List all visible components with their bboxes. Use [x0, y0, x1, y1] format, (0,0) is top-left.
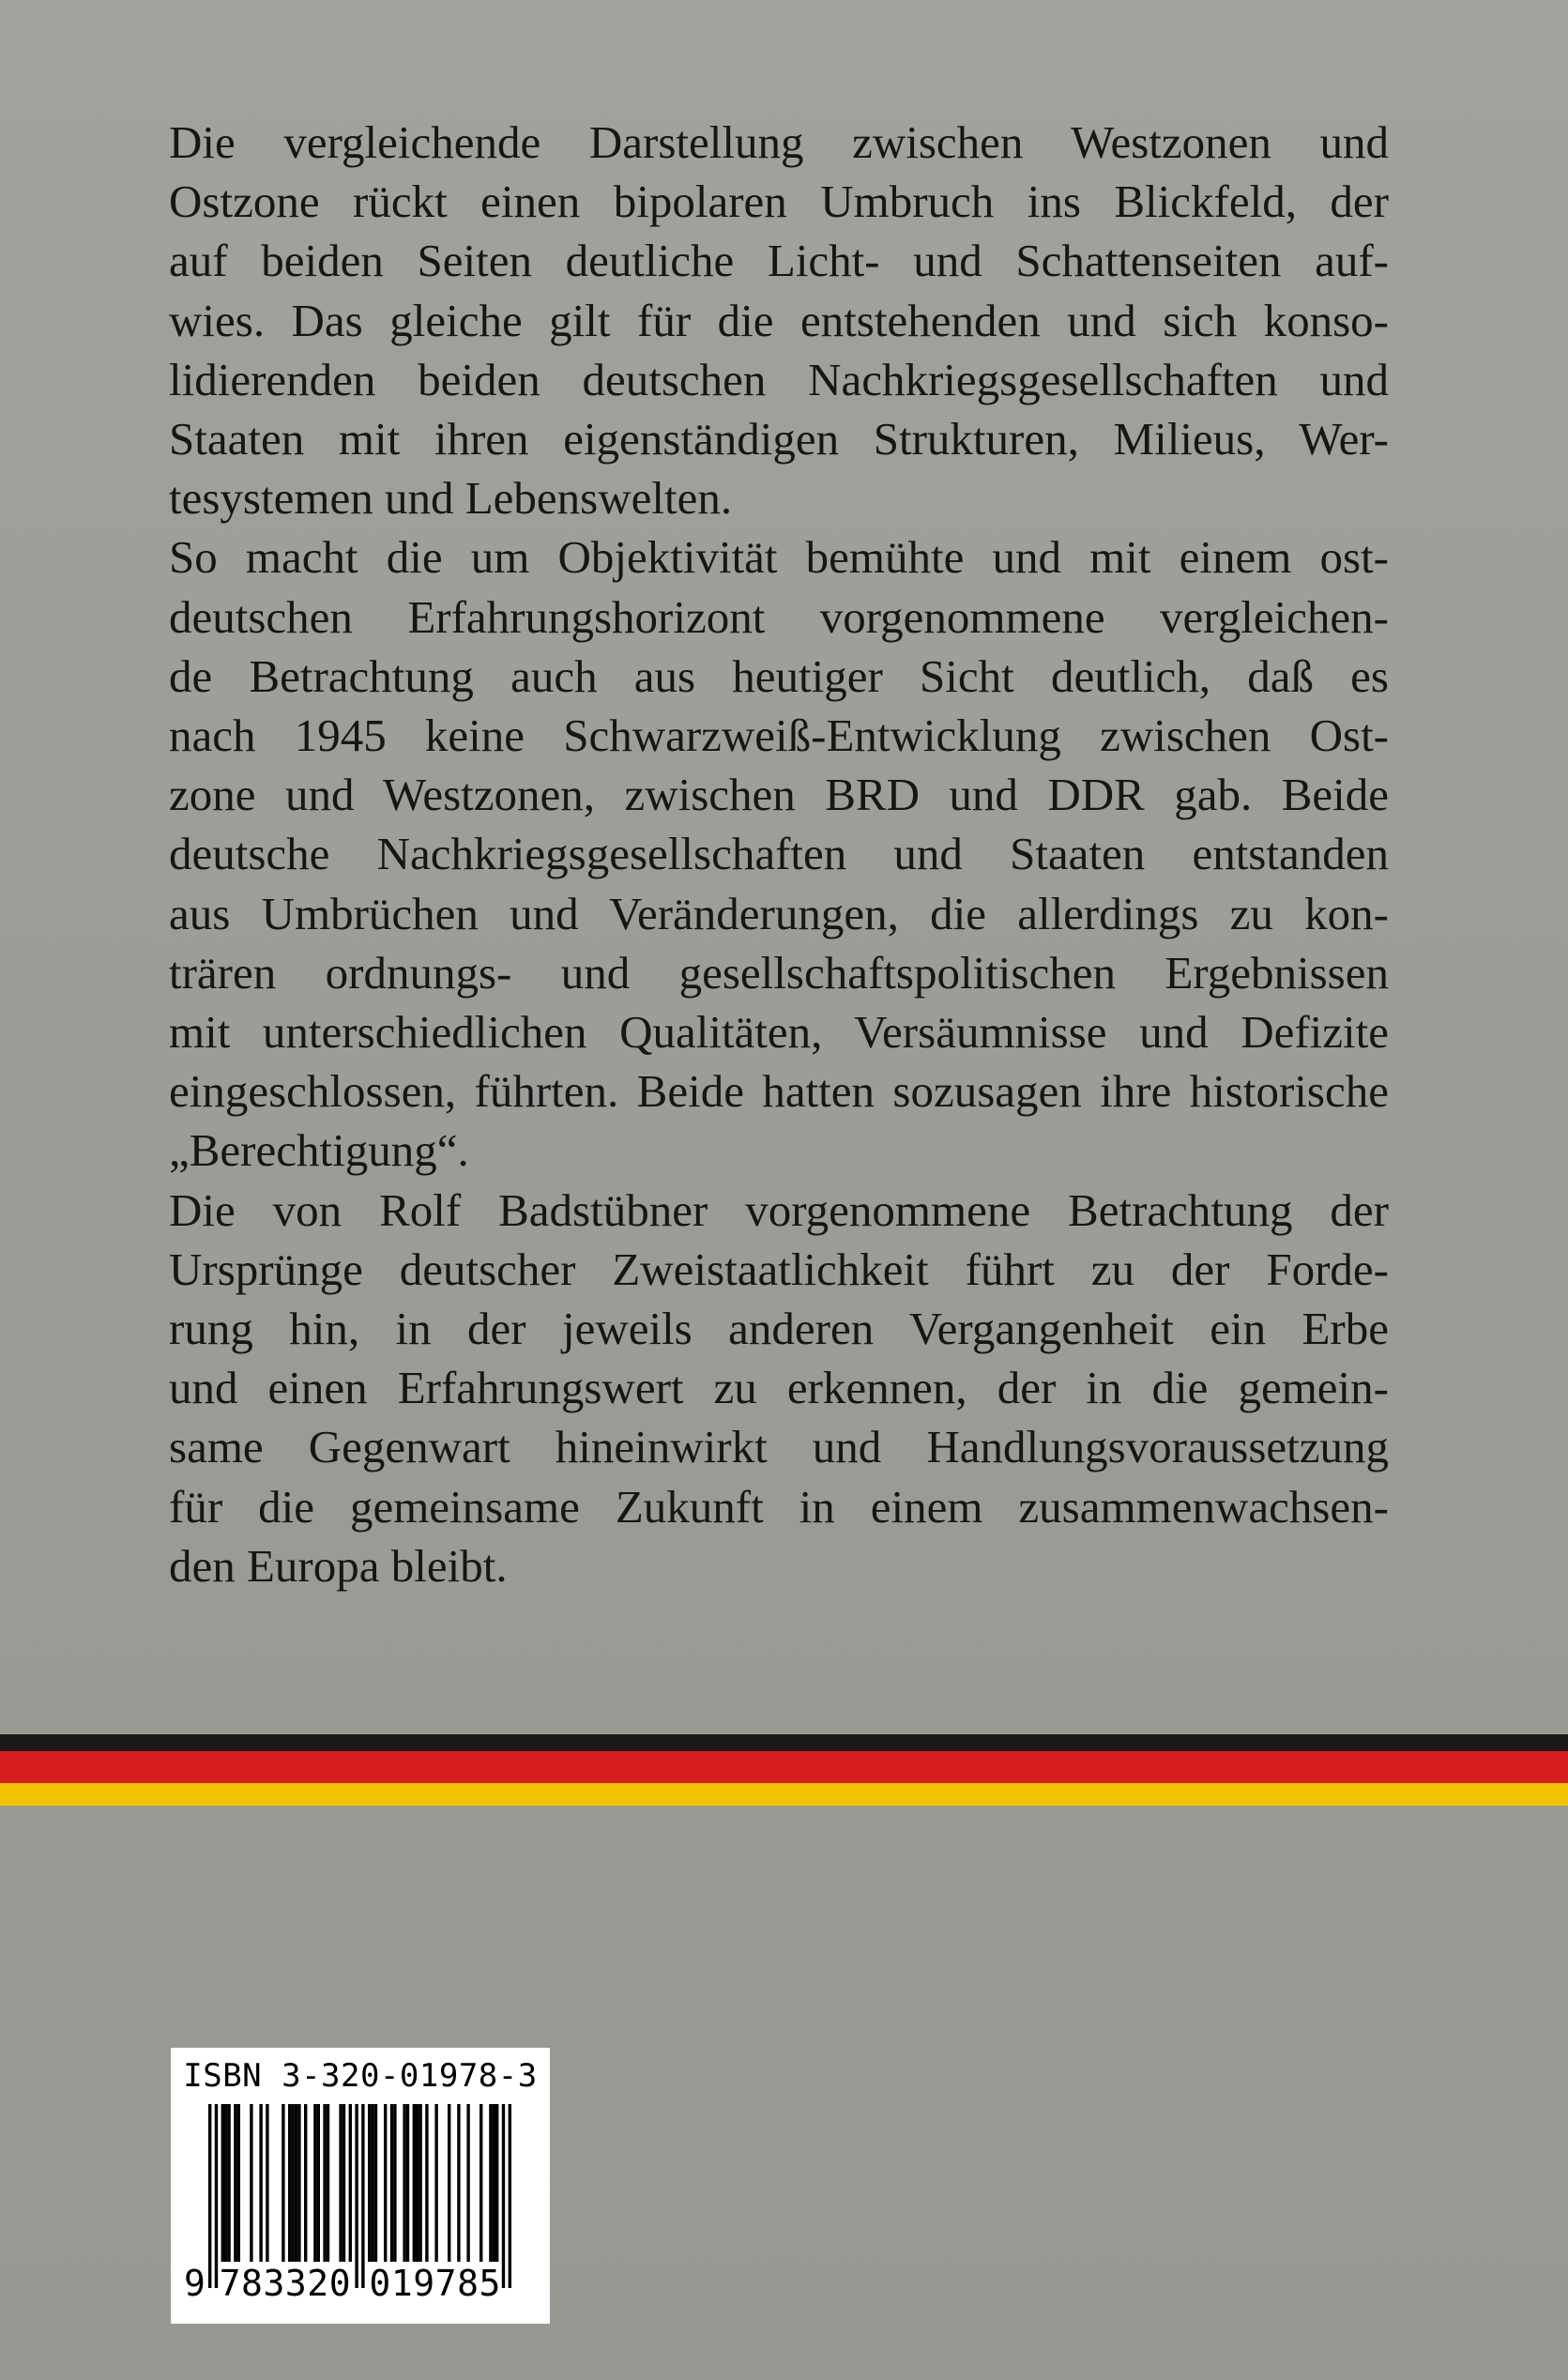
blurb-line: wies. Das gleiche gilt für die entstehenden und sich konso- [169, 294, 1389, 346]
barcode-bar [343, 2104, 345, 2262]
blurb-line: rung hin, in der jeweils anderen Vergangenheit ein Erbe [169, 1303, 1389, 1355]
barcode-bar [327, 2104, 329, 2262]
barcode-bar [493, 2104, 495, 2262]
blurb-line: mit unterschiedlichen Qualitäten, Versäumnisse und Defizite [169, 1006, 1389, 1059]
barcode-bar [425, 2104, 428, 2262]
barcode-bar [250, 2104, 252, 2262]
barcode-bar [413, 2104, 416, 2262]
blurb-line: für die gemeinsame Zukunft in einem zusammenwachsen- [169, 1480, 1389, 1533]
barcode-bar [295, 2104, 297, 2262]
barcode-digits: 019785 [369, 2263, 501, 2304]
barcode-bar [480, 2104, 482, 2262]
barcode-bar [448, 2104, 450, 2262]
barcode-bar [416, 2104, 419, 2262]
blurb-line: Ursprünge deutscher Zweistaatlichkeit führt zu der Forde- [169, 1243, 1389, 1295]
barcode-bar [349, 2104, 352, 2262]
barcode-bar [371, 2104, 373, 2262]
barcode-bar [234, 2104, 236, 2262]
barcode-bar [509, 2104, 511, 2288]
blurb-line: nach 1945 keine Schwarzweiß-Entwicklung zwischen Ost- [169, 709, 1389, 762]
barcode-bar [227, 2104, 230, 2262]
barcode-bar [390, 2104, 393, 2262]
barcode-bar [466, 2104, 469, 2262]
barcode-bar [403, 2104, 405, 2262]
blurb-line: zone und Westzonen, zwischen BRD und DDR gab. Beide [169, 769, 1389, 821]
barcode-bar [208, 2104, 211, 2288]
barcode-bar [368, 2104, 371, 2262]
barcode-digits: 783320 [219, 2263, 351, 2304]
barcode-bar [317, 2104, 320, 2262]
barcode-bar [434, 2104, 437, 2262]
blurb-line: „Berechtigung“. [169, 1124, 469, 1177]
barcode-bar [419, 2104, 421, 2262]
barcode-bar [457, 2104, 460, 2262]
barcode-bar [291, 2104, 294, 2262]
blurb-line: auf beiden Seiten deutliche Licht- und Schattenseiten auf- [169, 235, 1389, 287]
barcode-bar [297, 2104, 300, 2262]
blurb-paragraph [169, 527, 1389, 1180]
barcode-bar [374, 2104, 377, 2262]
barcode-bar [489, 2104, 492, 2262]
blurb-line: deutsche Nachkriegsgesellschaften und Staaten entstanden [169, 828, 1389, 880]
flag-stripe-red [0, 1751, 1568, 1783]
barcode-bar [237, 2104, 240, 2262]
blurb-text [169, 113, 1389, 1595]
blurb-line: tesystemen und Lebenswelten. [169, 472, 733, 525]
blurb-line: den Europa bleibt. [169, 1539, 508, 1592]
flag-stripe-black [0, 1734, 1568, 1751]
isbn-label: ISBN 3-320-01978-3 [183, 2057, 538, 2095]
blurb-line: Ostzone rückt einen bipolaren Umbruch ins Blickfeld, der [169, 175, 1389, 228]
blurb-line: trären ordnungs- und gesellschaftspolitischen Ergebnissen [169, 946, 1389, 999]
blurb-paragraph [169, 1181, 1389, 1595]
barcode-panel [171, 2048, 550, 2324]
barcode-bar [361, 2104, 364, 2288]
barcode-bar [259, 2104, 262, 2262]
barcode-bar [339, 2104, 342, 2262]
barcode-bar [304, 2104, 307, 2262]
ean13-barcode [171, 2098, 550, 2324]
barcode-bar [266, 2104, 268, 2262]
barcode-bar [323, 2104, 326, 2262]
blurb-line: Staaten mit ihren eigenständigen Strukturen, Milieus, Wer- [169, 413, 1389, 465]
barcode-bar [288, 2104, 291, 2262]
barcode-digits: 9 [184, 2263, 206, 2304]
blurb-line: deutschen Erfahrungshorizont vorgenommene vergleichen- [169, 590, 1389, 643]
barcode-bar [355, 2104, 358, 2288]
barcode-bar [393, 2104, 396, 2262]
barcode-bar [224, 2104, 227, 2262]
blurb-line: So macht die um Objektivität bemühte und mit einem ost- [169, 531, 1389, 584]
blurb-line: Die vergleichende Darstellung zwischen Westzonen und [169, 116, 1389, 168]
blurb-line: lidierenden beiden deutschen Nachkriegsgesellschaften und [169, 353, 1389, 405]
barcode-bar [406, 2104, 409, 2262]
blurb-line: aus Umbrüchen und Veränderungen, die allerdings zu kon- [169, 887, 1389, 939]
blurb-line: Die von Rolf Badstübner vorgenommene Betrachtung der [169, 1183, 1389, 1236]
barcode-bar [384, 2104, 387, 2262]
barcode-bar [502, 2104, 505, 2288]
blurb-line: eingeschlossen, führten. Beide hatten sozusagen ihre historische [169, 1065, 1389, 1118]
blurb-line: de Betrachtung auch aus heutiger Sicht deutlich, daß es [169, 649, 1389, 702]
barcode-bar [221, 2104, 224, 2262]
blurb-paragraph [169, 113, 1389, 527]
blurb-line: same Gegenwart hineinwirkt und Handlungsvoraussetzung [169, 1421, 1389, 1473]
barcode-bar [313, 2104, 316, 2262]
barcode-bar [495, 2104, 498, 2262]
flag-stripe-gold [0, 1783, 1568, 1806]
blurb-line: und einen Erfahrungswert zu erkennen, der in die gemein- [169, 1362, 1389, 1414]
barcode-bar [215, 2104, 218, 2288]
barcode-bar [282, 2104, 284, 2262]
